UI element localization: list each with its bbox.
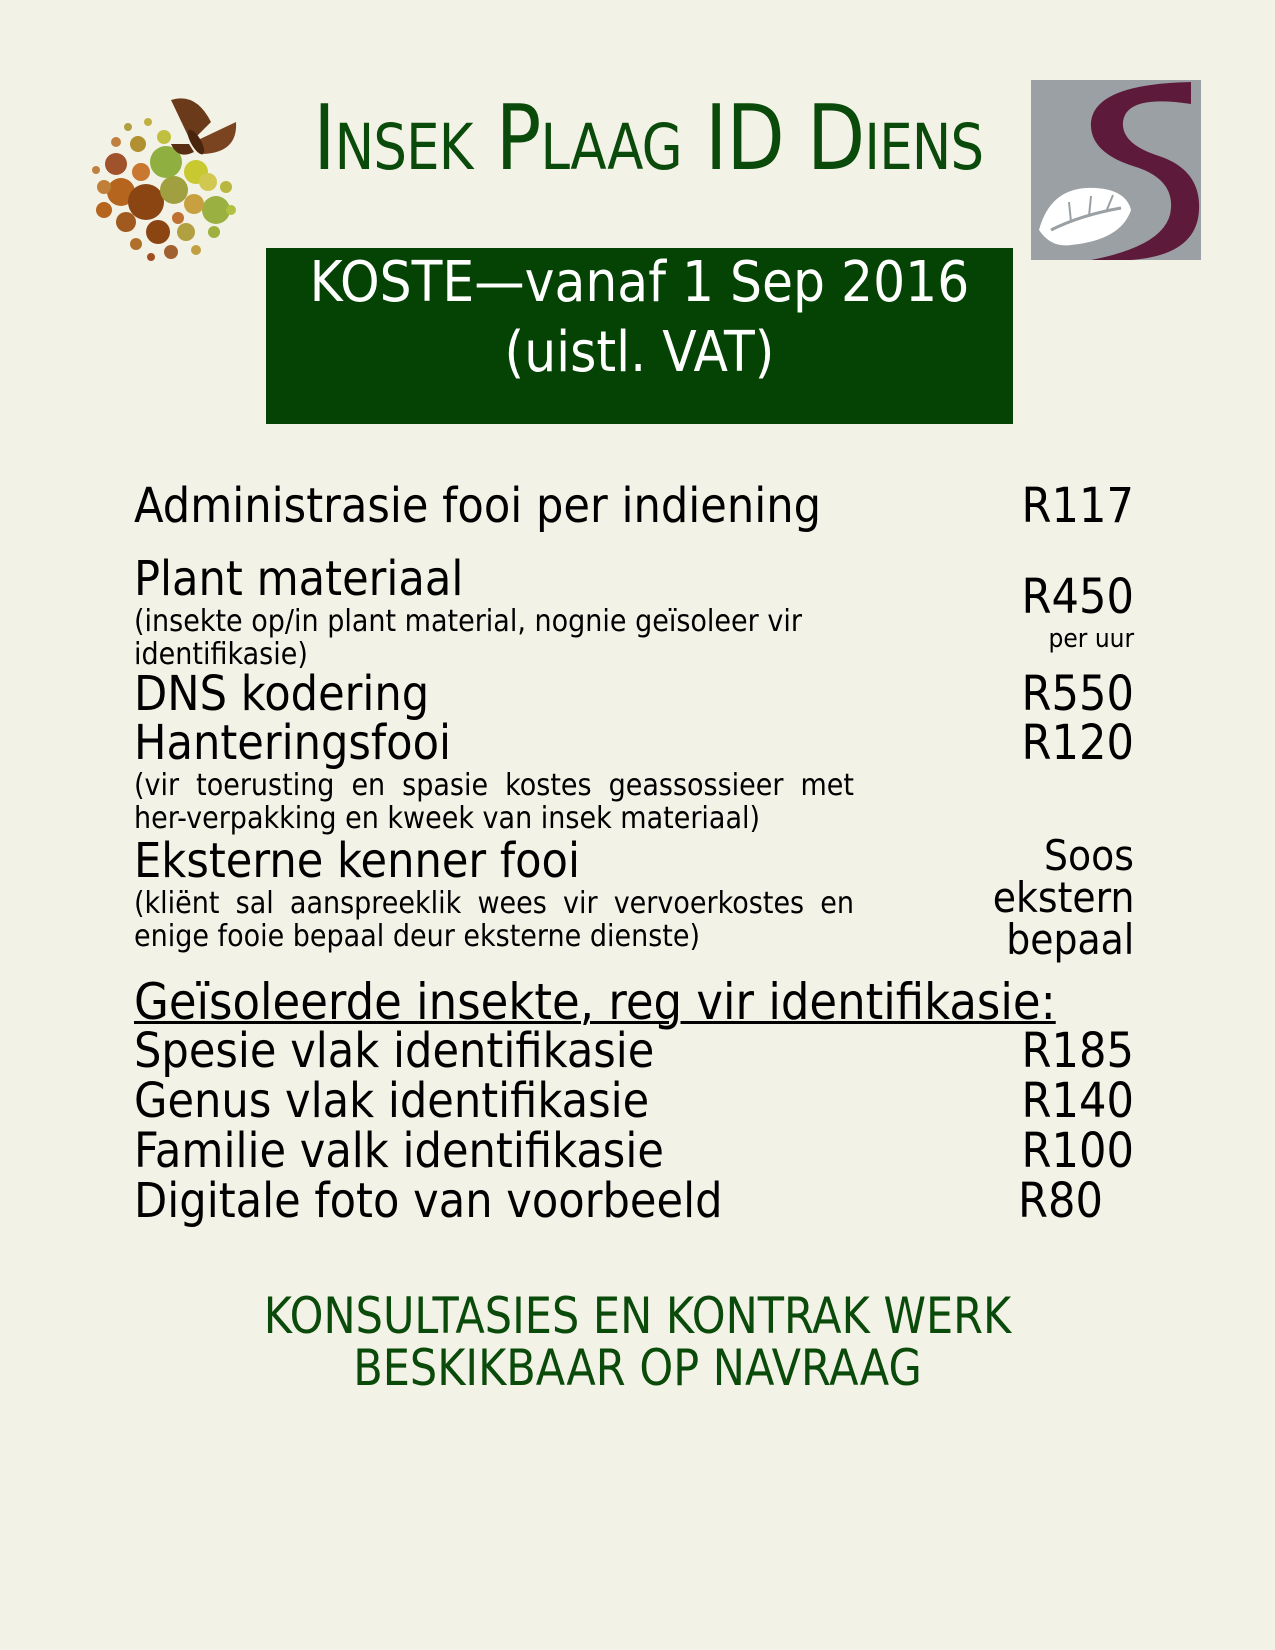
cost-title: KOSTE—vanaf 1 Sep 2016 (309, 250, 970, 315)
item-label: DNS kodering (134, 666, 430, 722)
item-label: Hanteringsfooi (134, 715, 451, 771)
item-price-line: ekstern (992, 873, 1134, 922)
item-price: R450 (1021, 569, 1134, 625)
item-label: Familie valk identifikasie (134, 1123, 664, 1179)
item-price: R140 (1021, 1073, 1134, 1129)
cost-vat-note: (uistl. VAT) (504, 320, 775, 385)
footer-note (150, 1287, 1125, 1397)
item-price: R550 (1021, 666, 1134, 722)
item-label: Eksterne kenner fooi (134, 833, 580, 889)
footer-line-1: KONSULTASIES EN KONTRAK WERK (263, 1287, 1012, 1345)
item-price-unit: per uur (1048, 624, 1134, 654)
item-price-line: bepaal (1005, 915, 1134, 964)
item-label: Spesie vlak identifikasie (134, 1023, 655, 1079)
item-label: Plant materiaal (134, 551, 464, 607)
page-title: Insek Plaag ID Diens (313, 86, 984, 191)
item-label: Digitale foto van voorbeeld (134, 1173, 723, 1229)
university-s-logo (1031, 80, 1201, 260)
item-note: (kliënt sal aanspreeklik wees vir vervoerkostes en enige fooie bepaal deur eksterne dienste) (134, 886, 854, 954)
item-note: (vir toerusting en spasie kostes geassossieer met her-verpakking en kweek van insek materiaal) (134, 768, 854, 836)
insect-logo (86, 82, 248, 264)
item-price: R117 (1021, 478, 1134, 534)
isolated-insects-heading: Geïsoleerde insekte, reg vir identifikasie: (134, 973, 1056, 1031)
footer-line-2: BESKIKBAAR OP NAVRAAG (353, 1339, 922, 1397)
item-price: R120 (1021, 715, 1134, 771)
item-label: Administrasie fooi per indiening (134, 478, 822, 534)
cost-header-box (266, 248, 1013, 424)
item-price: R100 (1021, 1123, 1134, 1179)
item-price-line: Soos (1044, 831, 1134, 880)
item-price: R185 (1021, 1023, 1134, 1079)
item-note: (insekte op/in plant material, nognie geïsoleer vir identifikasie) (134, 604, 802, 672)
item-price: R80 (1018, 1173, 1103, 1229)
item-label: Genus vlak identifikasie (134, 1073, 650, 1129)
